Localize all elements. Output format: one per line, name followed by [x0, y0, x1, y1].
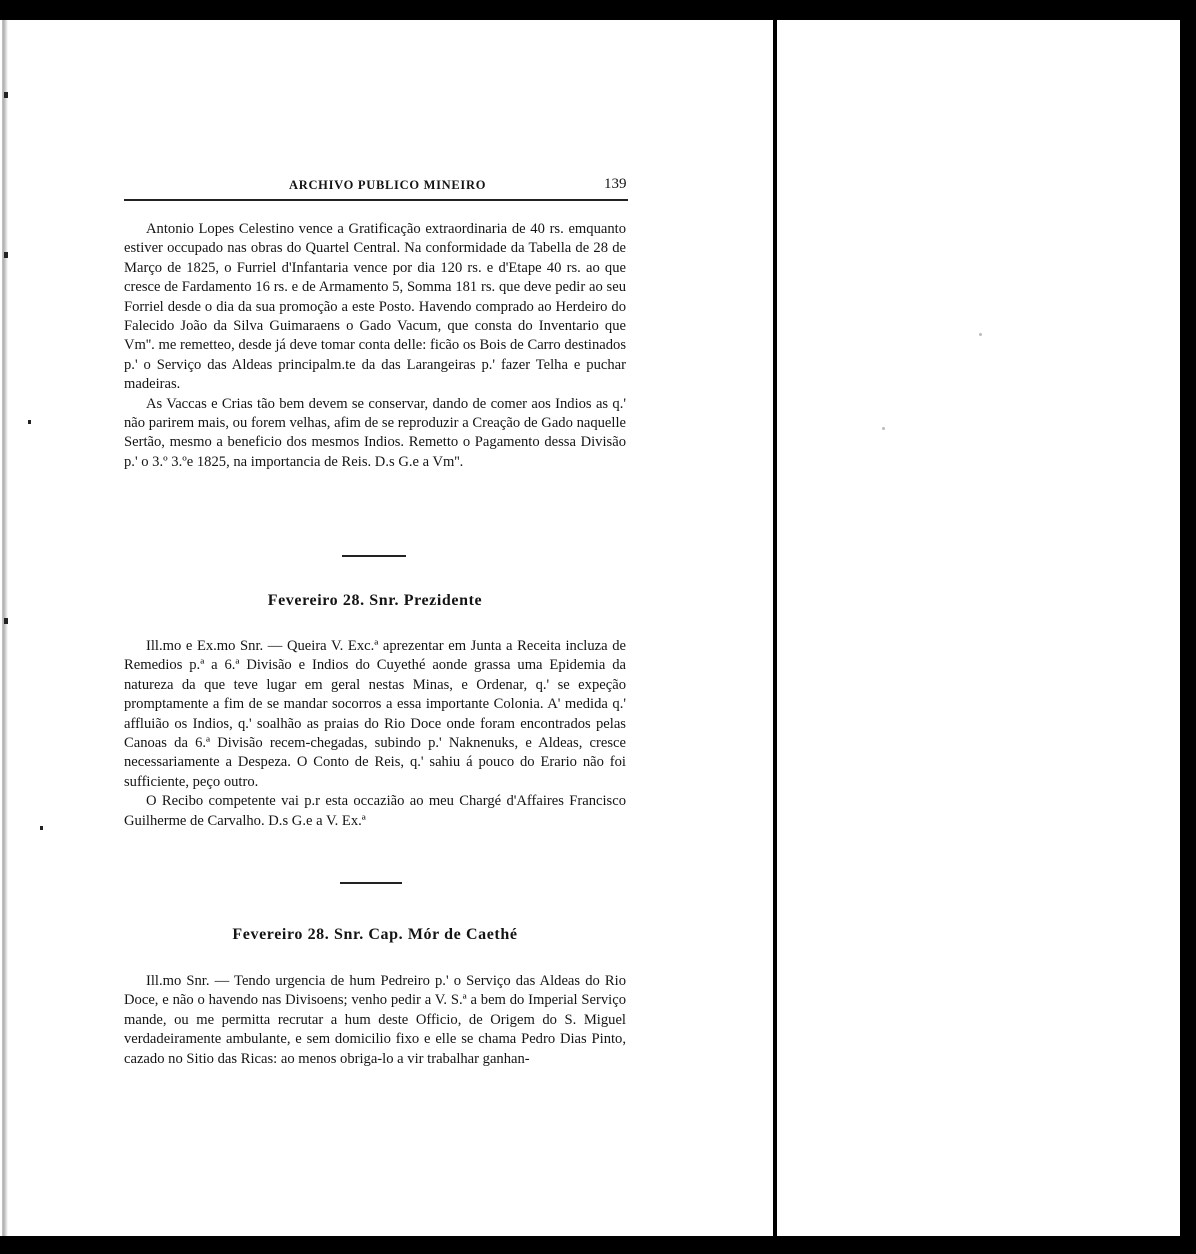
paragraph: O Recibo competente vai p.r esta occazião ao meu Chargé d'Affaires Francisco Guilherme de Carvalho. D.s G.e a V. Ex.ª: [124, 793, 626, 829]
scan-speck: [28, 420, 31, 424]
header-rule: [124, 199, 628, 201]
section-3-text: [124, 972, 626, 1069]
scan-speck: [4, 618, 8, 624]
letter-heading: Fevereiro 28. Snr. Cap. Mór de Caethé: [232, 926, 518, 943]
section-divider: [340, 882, 402, 884]
scan-speck: [40, 826, 43, 830]
book-gutter: [773, 20, 777, 1236]
section-1-text: [124, 220, 626, 472]
scan-border-bottom: [0, 1236, 1196, 1254]
paragraph: As Vaccas e Crias tão bem devem se conservar, dando de comer aos Indios as q.' não parirem mais, ou forem velhas, afim de se reproduzir a Creação de Gado naquelle Sertão, mesmo a beneficio dos mesmos Indios. Remetto o Pagamento dessa Divisão p.' o 3.º 3.ºe 1825, na importancia de Reis. D.s G.e a Vm''.: [124, 395, 626, 470]
scan-border-right: [1180, 20, 1196, 1236]
section-divider: [342, 555, 406, 557]
paragraph: Ill.mo Snr. — Tendo urgencia de hum Pedreiro p.' o Serviço das Aldeas do Rio Doce, e não o havendo nas Divisoens; venho pedir a V. S.ª a bem do Imperial Serviço mande, ou me permitta recrutar a hum deste Officio, de Origem do S. Miguel verdadeiramente ambulante, e sem domicilio fixo e elle se chama Pedro Dias Pinto, cazado no Sitio das Ricas: ao menos obriga-lo a vir trabalhar ganhan-: [124, 973, 626, 1067]
paragraph: Antonio Lopes Celestino vence a Gratificação extraordinaria de 40 rs. emquanto estiver occupado nas obras do Quartel Central. Na conformidade da Tabella de 28 de Março de 1825, o Furriel d'Infantaria vence por dia 120 rs. e d'Etape 40 rs. ao que cresce de Fardamento 16 rs. e de Armamento 5, Somma 181 rs. que deve pedir ao seu Forriel desde o dia da sua promoção a este Posto. Havendo comprado ao Herdeiro do Falecido João da Silva Guimaraens o Gado Vacum, que consta do Inventario que Vm''. me remetteo, desde já deve tomar conta delle: ficão os Bois de Carro destinados p.' o Serviço das Aldeas principalm.te da das Larangeiras p.' fazer Telha e puchar madeiras.: [124, 221, 626, 393]
running-head: ARCHIVO PUBLICO MINEIRO: [289, 178, 487, 192]
scan-border-top: [0, 0, 1196, 20]
paragraph: Ill.mo e Ex.mo Snr. — Queira V. Exc.ª aprezentar em Junta a Receita incluza de Remedios p.ª a 6.ª Divisão e Indios do Cuyethé aonde grassa uma Epidemia da natureza da que teve lugar em geral nestas Minas, e Ordenar, q.' se expeção promptamente a fim de se mandar socorros a essa importante Colonia. A' medida q.' affluião os Indios, q.' soalhão as praias do Rio Doce onde foram encontrados pelas Canoas da 6.ª Divisão recem-chegadas, subindo p.' Naknenuks, e Aldeas, cresce necessariamente a Despeza. O Conto de Reis, q.' sahiu á pouco do Erario não foi sufficiente, peço outro.: [124, 638, 626, 790]
scan-edge-left: [2, 20, 8, 1236]
scan-speck: [4, 92, 8, 98]
page-number: 139: [604, 176, 627, 192]
scan-dot: [979, 333, 982, 336]
scan-dot: [882, 427, 885, 430]
letter-heading: Fevereiro 28. Snr. Prezidente: [267, 592, 483, 609]
scan-speck: [4, 252, 8, 258]
section-2-text: [124, 637, 626, 831]
